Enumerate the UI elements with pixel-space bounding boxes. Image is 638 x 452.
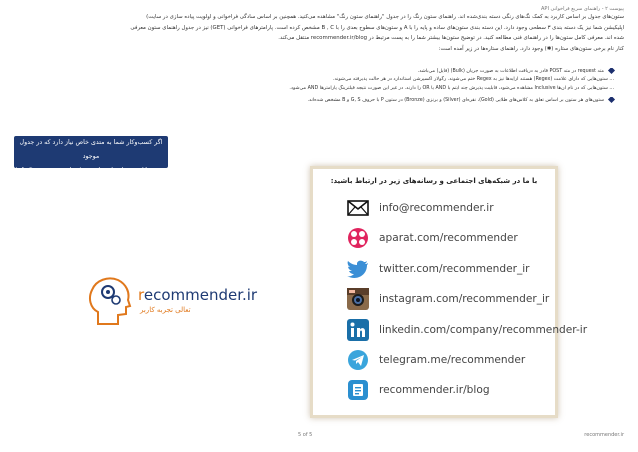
bullet-class bbox=[184, 97, 624, 105]
linkedin-icon bbox=[347, 319, 369, 341]
page-number: 5 of 5 bbox=[298, 432, 313, 438]
paragraph-line: کنار نام برخی ستون‌های ستاره (✱) وجود دارد. راهنمای ستاره‌ها در زیر آمده است: bbox=[438, 45, 624, 52]
logo-tagline: تعالی تجربه کاربر bbox=[140, 306, 191, 314]
contact-email[interactable] bbox=[347, 197, 494, 219]
contact-aparat[interactable] bbox=[347, 227, 518, 249]
aparat-icon bbox=[347, 227, 369, 249]
recommender-logo bbox=[84, 264, 258, 344]
telegram-icon bbox=[347, 349, 369, 371]
bullet-line: ... ستون‌هایی که در نام آن‌ها Inclusive مشاهده می‌شود، قابلیت پذیرش چند آیتم با AND یا OR را دارند. در غیر این صورت نتیجه فیلترینگ پارامترها AND می‌شود. bbox=[289, 85, 614, 91]
contact-blog[interactable] bbox=[347, 379, 490, 401]
paragraph-line: اپلیکیشن شما نیز یک دسته بندی ۳ سطحی وجود دارد. این دسته بندی ستون‌های ساده و پایه را با A و ستون‌های سطوح بعدی را با B , C مشخص کرده است. پارامترهای فراخوانی (GET) نیز در جدول راهنمای ستون معرفی bbox=[130, 24, 624, 31]
bullet-line: ... ستون‌هایی که دارای علامت (Regex) هستند آرایه‌ها نیز به Regex ختم می‌شوند. رگولار اکسپرشن استاندارد در هر حالت پذیرفته می‌شوند. bbox=[332, 77, 614, 83]
contact-label[interactable]: instagram.com/recommender_ir bbox=[379, 293, 550, 305]
footer-site[interactable]: recommender.ir bbox=[584, 432, 624, 438]
contacts-panel bbox=[310, 166, 588, 418]
head-gears-icon bbox=[84, 270, 134, 330]
contact-label[interactable]: recommender.ir/blog bbox=[379, 384, 490, 396]
bullet-request bbox=[184, 68, 624, 93]
contact-label[interactable]: telegram.me/recommender bbox=[379, 354, 526, 366]
contact-instagram[interactable] bbox=[347, 288, 549, 310]
panel-title: با ما در شبکه‌های اجتماعی و رسانه‌های زیر در ارتباط باشید: bbox=[330, 177, 538, 185]
instagram-icon bbox=[347, 288, 369, 310]
paragraph-line: شده اند. معرفی کامل ستون‌ها را در راهنمای فنی مطالعه کنید. در توضیح ستون‌ها بیشتر شما را به پست مرتبط در recommender.ir/blog منتقل می‌کند. bbox=[278, 35, 624, 42]
bullet-diamond-icon bbox=[608, 68, 615, 74]
contact-twitter[interactable] bbox=[347, 258, 530, 280]
contact-label[interactable]: linkedin.com/company/recommender-ir bbox=[379, 324, 588, 336]
bullet-line: متد request در متد POST قادر به دریافت اطلاعات به صورت جریان (Bulk) (فایل) می‌باشد. bbox=[417, 69, 604, 74]
bullet-diamond-icon bbox=[608, 97, 615, 103]
contact-label[interactable]: twitter.com/recommender_ir bbox=[379, 263, 530, 275]
paragraph-line: ستون‌های جدول بر اساس کاربرد به کمک نگ‌های رنگی دسته بندی‌شده اند. راهنمای ستون رنگ را در جدول "راهنمای ستون رنگ" مشاهده می‌کنید. همچنین بر اساس سادگی فراخوانی و اولویت پیاده سازی در سایت) bbox=[146, 14, 624, 20]
logo-wordmark: recommender.ir bbox=[138, 286, 258, 304]
contact-linkedin[interactable] bbox=[347, 319, 587, 341]
page-header: پیوست ۲ - راهنمای سریع فراخوانی API bbox=[541, 6, 624, 12]
request-banner bbox=[14, 136, 168, 174]
contact-label[interactable]: aparat.com/recommender bbox=[379, 232, 518, 244]
bullet-line: ستون‌های هر ستون بر اساس تعلق به کلاس‌های طلایی (Gold)، نقره‌ای (Silver) و برنزی (Bronze) در ستون P با حروف G, S و B مشخص شده‌اند. bbox=[307, 98, 604, 103]
contact-telegram[interactable] bbox=[347, 349, 525, 371]
contact-label[interactable]: info@recommender.ir bbox=[379, 202, 494, 214]
twitter-icon bbox=[347, 258, 369, 280]
banner-line[interactable]: نیست، کافیست از ما بخواهید : info@recommender.ir bbox=[15, 167, 167, 174]
email-icon bbox=[347, 197, 369, 219]
blog-icon bbox=[347, 379, 369, 401]
banner-line: اگر کسب‌وکار شما به متدی خاص نیاز دارد که در جدول موجود bbox=[19, 139, 163, 160]
intro-paragraph bbox=[14, 12, 624, 54]
